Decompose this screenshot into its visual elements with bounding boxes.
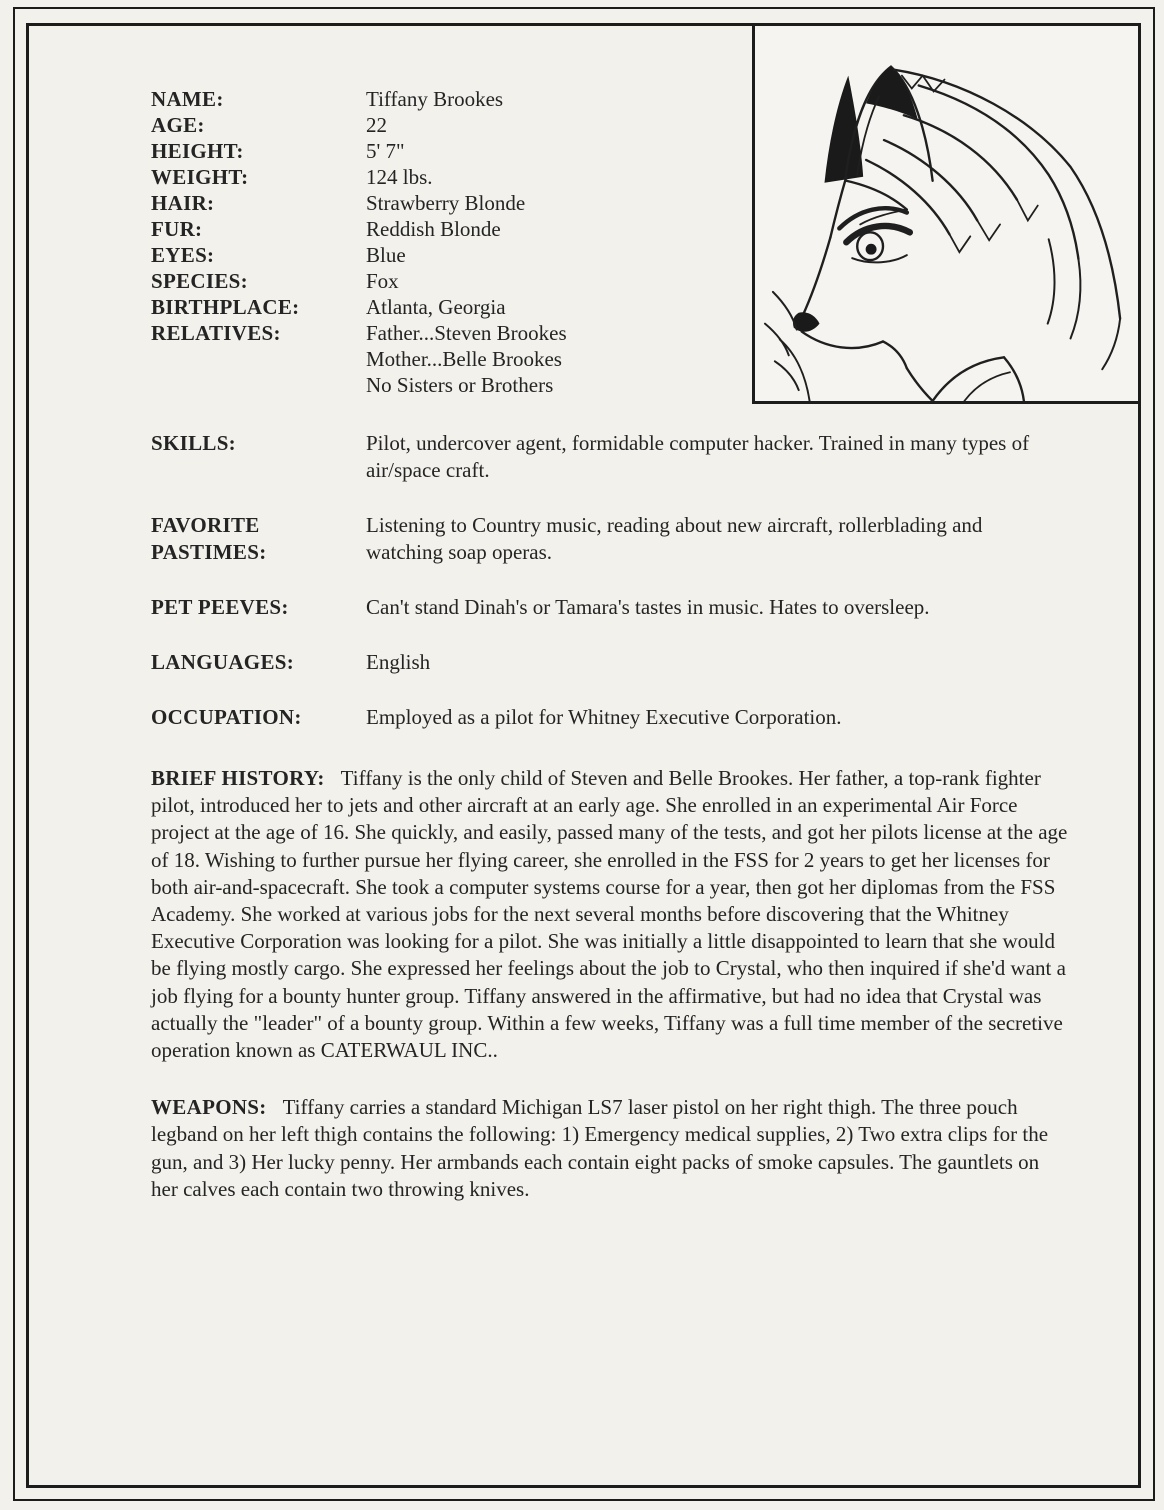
field-value: Strawberry Blonde [366, 191, 526, 215]
section-label: PET PEEVES: [151, 595, 289, 619]
field-value: Reddish Blonde [366, 217, 501, 241]
field-value: Tiffany Brookes [366, 87, 504, 111]
section-text: Can't stand Dinah's or Tamara's tastes in music. Hates to oversleep. [366, 595, 930, 619]
section-skills [151, 430, 1062, 484]
field-value: No Sisters or Brothers [366, 373, 554, 397]
field-value: Fox [366, 269, 399, 293]
field-row-birthplace [151, 294, 751, 320]
field-value: 124 lbs. [366, 165, 433, 189]
field-row-name [151, 86, 751, 112]
field-label: RELATIVES: [151, 321, 281, 345]
field-value: 22 [366, 113, 387, 137]
field-label: NAME: [151, 87, 224, 111]
profile-paragraphs [151, 765, 1069, 1203]
paragraph-text: Tiffany is the only child of Steven and Belle Brookes. Her father, a top-rank fighter pilot, introduced her to jets and other aircraft at an early age. She enrolled in an experimental Air Force project at the age of 16. She quickly, and easily, passed many of the tests, and got her pilots license at the age of 18. Wishing to further pursue her flying career, she enrolled in the FSS for 2 years to get her licenses for both air-and-spacecraft. She took a computer systems course for a year, then got her diplomas from the FSS Academy. She worked at various jobs for the next several months before discovering that the Whitney Executive Corporation was looking for a pilot. She was initially a little disappointed to learn that she would be flying mostly cargo. She expressed her feelings about the job to Crystal, who then inquired if she'd want a job flying for a bounty hunter group. Tiffany answered in the affirmative, but had no idea that Crystal was actually the "leader" of a bounty group. Within a few weeks, Tiffany was a full time member of the secretive operation known as CATERWAUL INC.. [151, 766, 1068, 1063]
section-label: SKILLS: [151, 431, 236, 455]
field-row-species [151, 268, 751, 294]
section-text: Employed as a pilot for Whitney Executive Corporation. [366, 705, 842, 729]
section-text: Pilot, undercover agent, formidable computer hacker. Trained in many types of air/space craft. [366, 431, 1030, 482]
field-row-eyes [151, 242, 751, 268]
field-value: Mother...Belle Brookes [366, 347, 562, 371]
field-row-relatives-cont [151, 346, 751, 372]
paragraph-label: WEAPONS: [151, 1095, 267, 1120]
section-text: Listening to Country music, reading about new aircraft, rollerblading and watching soap operas. [366, 513, 983, 564]
section-text: English [366, 650, 431, 674]
field-value: 5' 7" [366, 139, 405, 163]
field-label: BIRTHPLACE: [151, 295, 300, 319]
field-row-weight [151, 164, 751, 190]
section-pet-peeves [151, 594, 1062, 621]
paragraph-text: Tiffany carries a standard Michigan LS7 laser pistol on her right thigh. The three pouch legband on her left thigh contains the following: 1) Emergency medical supplies, 2) Two extra clips for the gun, and 3) Her lucky penny. Her armbands each contain eight packs of smoke capsules. The gauntlets on her calves each contain two throwing knives. [151, 1095, 1049, 1201]
field-label: HEIGHT: [151, 139, 244, 163]
field-value: Atlanta, Georgia [366, 295, 506, 319]
field-label: HAIR: [151, 191, 215, 215]
paragraph-weapons [151, 1094, 1069, 1203]
section-label: FAVORITE PASTIMES: [151, 513, 267, 564]
section-languages [151, 649, 1062, 676]
field-row-relatives-cont [151, 372, 751, 398]
paragraph-brief-history [151, 765, 1069, 1064]
section-occupation [151, 704, 1062, 731]
field-label: WEIGHT: [151, 165, 249, 189]
field-row-age [151, 112, 751, 138]
paragraph-label: BRIEF HISTORY: [151, 766, 325, 790]
inner-border [26, 23, 1141, 1488]
field-row-hair [151, 190, 751, 216]
field-row-fur [151, 216, 751, 242]
field-row-height [151, 138, 751, 164]
profile-sections [151, 430, 1062, 731]
field-label: AGE: [151, 113, 205, 137]
section-label: OCCUPATION: [151, 705, 302, 729]
section-favorite-pastimes [151, 512, 1062, 566]
field-label: FUR: [151, 217, 203, 241]
field-value: Father...Steven Brookes [366, 321, 567, 345]
section-label: LANGUAGES: [151, 650, 295, 674]
profile-fields [151, 86, 751, 398]
field-label: SPECIES: [151, 269, 248, 293]
field-row-relatives [151, 320, 751, 346]
field-label: EYES: [151, 243, 215, 267]
field-value: Blue [366, 243, 406, 267]
page-content [29, 26, 1138, 1485]
outer-border [13, 7, 1155, 1501]
